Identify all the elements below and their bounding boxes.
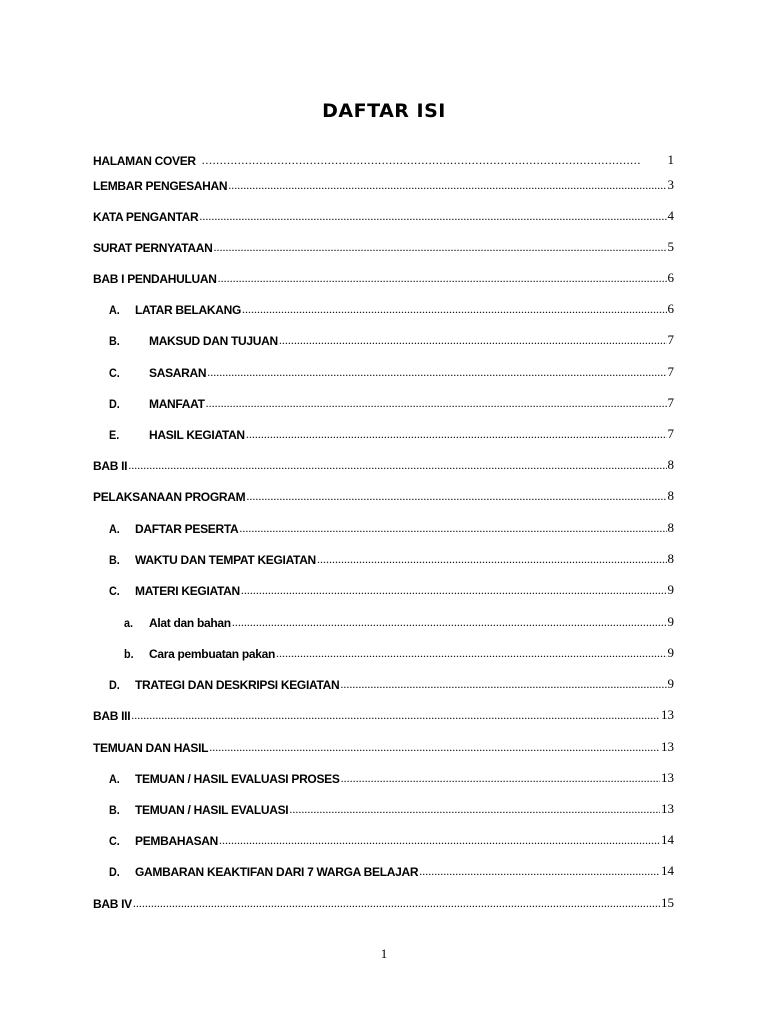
toc-entry-page: 13 [661, 739, 674, 754]
toc-entry-label: HALAMAN COVER [93, 154, 196, 168]
toc-entry-page: 13 [661, 770, 674, 785]
toc-entry-number: a. [124, 616, 134, 630]
toc-leader-dots [218, 271, 667, 286]
toc-leader-dots [289, 802, 660, 817]
toc-leader-dots [241, 583, 667, 598]
toc-leader-dots [207, 365, 666, 380]
toc-entry-page: 7 [667, 332, 674, 347]
toc-entry-page: 8 [667, 520, 674, 535]
toc-leader-dots [341, 771, 660, 786]
footer-page-number: 1 [380, 946, 388, 961]
toc-entry-evaluasi[interactable] [109, 799, 674, 817]
toc-entry-bab-i-pendahuluan[interactable] [93, 268, 674, 286]
toc-entry-cara-pembuatan-pakan[interactable] [124, 643, 674, 661]
toc-entry-pembahasan[interactable] [109, 830, 674, 848]
toc-entry-page: 9 [667, 582, 674, 597]
toc-entry-label: LEMBAR PENGESAHAN [93, 179, 228, 193]
toc-leader-dots [232, 615, 667, 630]
toc-entry-number: A. [109, 303, 120, 317]
toc-entry-pelaksanaan-program[interactable] [93, 486, 674, 504]
toc-entry-maksud-dan-tujuan[interactable] [109, 330, 674, 348]
toc-leader-dots [206, 396, 667, 411]
toc-entry-number: B. [109, 803, 120, 817]
toc-leader-dots [219, 833, 660, 848]
toc-entry-page: 13 [661, 707, 674, 722]
toc-entry-label: GAMBARAN KEAKTIFAN DARI 7 WARGA BELAJAR [135, 865, 419, 879]
toc-leader-dots [246, 427, 667, 442]
toc-entry-number: b. [124, 647, 134, 661]
toc-entry-page: 3 [667, 177, 674, 192]
toc-entry-page: 9 [667, 614, 674, 629]
toc-leader-dots [202, 153, 663, 168]
toc-entry-label: TEMUAN / HASIL EVALUASI [135, 803, 289, 817]
toc-entry-bab-iv[interactable] [93, 893, 674, 911]
toc-entry-surat-pernyataan[interactable] [93, 237, 674, 255]
toc-leader-dots [279, 333, 667, 348]
toc-entry-page: 8 [667, 551, 674, 566]
toc-entry-label: SURAT PERNYATAAN [93, 241, 213, 255]
toc-entry-latar-belakang[interactable] [109, 299, 674, 317]
toc-entry-page: 9 [667, 645, 674, 660]
toc-entry-label: BAB IV [93, 897, 132, 911]
toc-entry-page: 1 [667, 152, 674, 167]
toc-entry-label: DAFTAR PESERTA [135, 522, 239, 536]
toc-entry-page: 4 [667, 208, 674, 223]
toc-entry-number: C. [109, 366, 120, 380]
toc-entry-label: WAKTU DAN TEMPAT KEGIATAN [135, 553, 316, 567]
toc-leader-dots [242, 302, 666, 317]
toc-entry-temuan-dan-hasil[interactable] [93, 737, 674, 755]
toc-entry-page: 8 [667, 488, 674, 503]
toc-leader-dots [209, 740, 660, 755]
toc-entry-label: TEMUAN DAN HASIL [93, 741, 209, 755]
toc-entry-number: B. [109, 553, 120, 567]
toc-leader-dots [131, 708, 660, 723]
toc-entry-page: 6 [667, 270, 674, 285]
toc-entry-page: 7 [667, 395, 674, 410]
toc-entry-label: PELAKSANAAN PROGRAM [93, 490, 246, 504]
toc-entry-sasaran[interactable] [109, 362, 674, 380]
toc-entry-manfaat[interactable] [109, 393, 674, 411]
toc-entry-label: TRATEGI DAN DESKRIPSI KEGIATAN [135, 678, 340, 692]
toc-entry-label: Cara pembuatan pakan [149, 647, 276, 661]
toc-leader-dots [228, 178, 666, 193]
toc-leader-dots [199, 209, 666, 224]
toc-leader-dots [276, 646, 666, 661]
toc-entry-number: C. [109, 584, 120, 598]
toc-entry-page: 6 [667, 301, 674, 316]
toc-entry-label: BAB I PENDAHULUAN [93, 272, 217, 286]
toc-entry-number: B. [109, 334, 120, 348]
toc-entry-label: PEMBAHASAN [135, 834, 219, 848]
toc-entry-label: KATA PENGANTAR [93, 210, 199, 224]
toc-entry-hasil-kegiatan[interactable] [109, 424, 674, 442]
toc-leader-dots [317, 552, 667, 567]
toc-leader-dots [419, 864, 660, 879]
toc-entry-label: BAB III [93, 709, 131, 723]
toc-leader-dots [128, 458, 666, 473]
toc-entry-page: 8 [667, 457, 674, 472]
toc-entry-page: 13 [661, 801, 674, 816]
toc-entry-number: A. [109, 772, 120, 786]
toc-leader-dots [246, 489, 666, 504]
toc-entry-alat-dan-bahan[interactable] [124, 612, 674, 630]
toc-entry-number: A. [109, 522, 120, 536]
toc-entry-number: D. [109, 678, 120, 692]
toc-entry-lembar-pengesahan[interactable] [93, 175, 674, 193]
toc-entry-trategi-dan-deskripsi[interactable] [109, 674, 674, 692]
toc-entry-bab-iii[interactable] [93, 705, 674, 723]
page-title: DAFTAR ISI [322, 100, 446, 122]
toc-leader-dots [133, 896, 660, 911]
toc-entry-kata-pengantar[interactable] [93, 206, 674, 224]
toc-entry-label: BAB II [93, 459, 128, 473]
toc-entry-number: D. [109, 397, 120, 411]
toc-entry-page: 7 [667, 364, 674, 379]
toc-entry-label: Alat dan bahan [149, 616, 231, 630]
toc-entry-materi-kegiatan[interactable] [109, 580, 674, 598]
toc-entry-number: D. [109, 865, 120, 879]
toc-leader-dots [239, 521, 666, 536]
toc-entry-label: MATERI KEGIATAN [135, 584, 240, 598]
toc-leader-dots [340, 677, 666, 692]
toc-entry-gambaran-keaktifan[interactable] [109, 861, 674, 879]
toc-entry-label: MAKSUD DAN TUJUAN [149, 334, 278, 348]
toc-leader-dots [213, 240, 666, 255]
toc-entry-page: 14 [661, 832, 674, 847]
toc-entry-label: MANFAAT [149, 397, 205, 411]
toc-entry-number: E. [109, 428, 120, 442]
toc-entry-waktu-dan-tempat[interactable] [109, 549, 674, 567]
toc-entry-page: 9 [667, 676, 674, 691]
toc-entry-page: 5 [667, 239, 674, 254]
toc-entry-label: SASARAN [149, 366, 207, 380]
toc-entry-label: LATAR BELAKANG [135, 303, 242, 317]
toc-entry-number: C. [109, 834, 120, 848]
toc-entry-page: 7 [667, 426, 674, 441]
toc-entry-label: TEMUAN / HASIL EVALUASI PROSES [135, 772, 340, 786]
toc-entry-daftar-peserta[interactable] [109, 518, 674, 536]
toc-entry-evaluasi-proses[interactable] [109, 768, 674, 786]
toc-entry-page: 14 [661, 863, 674, 878]
toc-entry-bab-ii[interactable] [93, 455, 674, 473]
toc-entry-halaman-cover[interactable] [93, 150, 674, 168]
toc-entry-label: HASIL KEGIATAN [149, 428, 245, 442]
toc-entry-page: 15 [661, 895, 674, 910]
